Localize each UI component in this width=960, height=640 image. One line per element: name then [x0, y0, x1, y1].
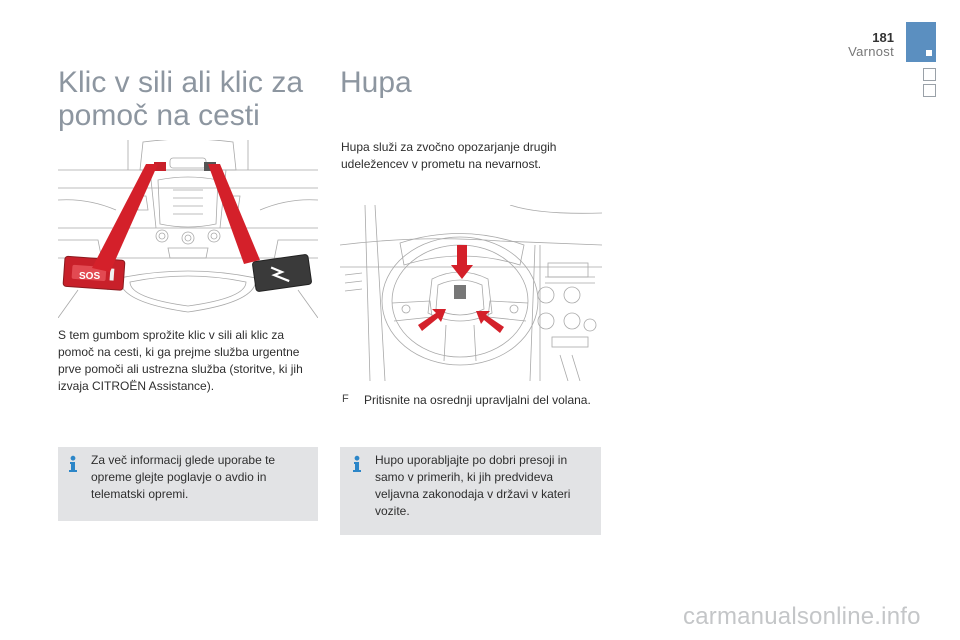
chapter-tab-next-2[interactable]	[923, 84, 936, 97]
chapter-tab-active[interactable]	[906, 22, 936, 62]
watermark: carmanualsonline.info	[683, 603, 921, 630]
sos-label: SOS	[79, 271, 101, 282]
horn-description: Hupa služi za zvočno opozarjanje drugih udeležencev v prometu na nevarnost.	[341, 140, 557, 171]
info-text-left: Za več informacij glede uporabe te opreme glejte poglavje o avdio in telematski opremi.	[91, 453, 276, 501]
emergency-call-description: S tem gumbom sprožite klic v sili ali klic za pomoč na cesti, ki ga prejme služba urgentne prve pomoči ali ustrezna služba (storitve, ki jih izvaja CITROËN Assistance).	[58, 328, 303, 393]
section-title-horn: Hupa	[340, 66, 412, 99]
info-box-left	[58, 447, 318, 521]
info-box-right	[340, 447, 601, 535]
sos-illustration-svg	[58, 140, 318, 318]
info-icon	[66, 455, 80, 473]
info-icon	[350, 455, 364, 473]
arrow-down-to-hub	[451, 245, 473, 279]
steering-wheel-svg	[340, 205, 602, 381]
instruction-text: Pritisnite na osrednji upravljalni del volana.	[364, 393, 591, 407]
bullet-icon: F	[342, 393, 349, 405]
sos-button-illustration	[58, 140, 318, 318]
page-number: 181	[872, 30, 894, 45]
instruction-bullet	[342, 392, 612, 410]
arrow-to-sos	[92, 164, 158, 272]
steering-wheel-illustration	[340, 205, 602, 381]
section-title-emergency-call: Klic v sili ali klic za pomoč na cesti	[58, 66, 304, 132]
arrow-left-to-hub	[418, 309, 446, 331]
section-name: Varnost	[848, 44, 894, 59]
arrow-to-assistance	[208, 164, 260, 264]
info-text-right: Hupo uporabljajte po dobri presoji in samo v primerih, ki jih predvideva veljavna zakonodaja v državi v kateri vozite.	[375, 453, 571, 518]
tab-marker-icon	[926, 50, 932, 56]
chapter-tab-next[interactable]	[923, 68, 936, 81]
